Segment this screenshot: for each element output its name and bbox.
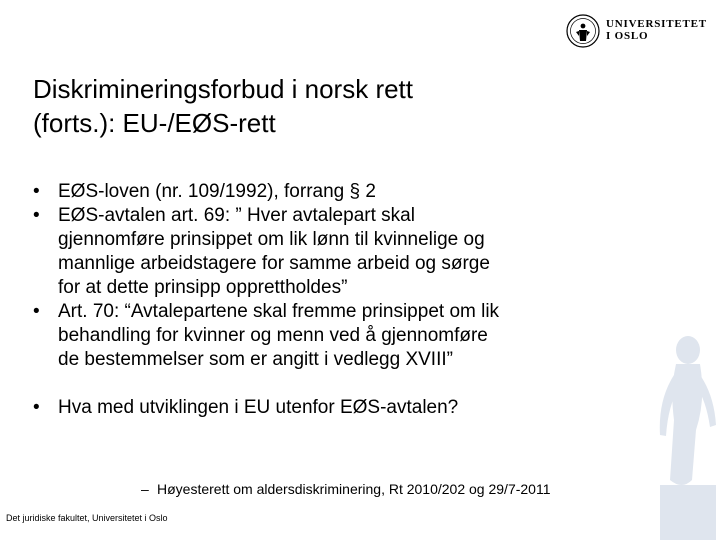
logo-text (606, 18, 707, 42)
bullet-text-line: Art. 70: “Avtalepartene skal fremme prinsippet om lik (58, 301, 500, 322)
university-logo (566, 14, 716, 50)
logo-line-1: UNIVERSITETET (606, 18, 707, 30)
bullet-text-line: gjennomføre prinsippet om lik lønn til kvinnelige og (58, 229, 485, 250)
footer-text: Det juridiske fakultet, Universitetet i Oslo (6, 513, 168, 523)
sub-bullet-text: Høyesterett om aldersdiskriminering, Rt 2010/202 og 29/7-2011 (157, 481, 551, 497)
title-line-1: Diskrimineringsforbud i norsk rett (33, 74, 414, 104)
logo-line-2: I OSLO (606, 30, 649, 42)
bullet-text-line: for at dette prinsipp opprettholdes” (58, 277, 348, 298)
sub-bullet-marker: – (141, 481, 149, 497)
bullet-text-line: Hva med utviklingen i EU utenfor EØS-avtalen? (58, 397, 459, 418)
slide-title (33, 72, 623, 140)
bullet-text-line: de bestemmelser som er angitt i vedlegg XVIII” (58, 349, 453, 370)
bullet-marker: • (33, 301, 40, 322)
bullet-text-line: EØS-loven (nr. 109/1992), forrang § 2 (58, 181, 376, 202)
sculpture-watermark-icon (630, 150, 720, 540)
bullet-marker: • (33, 205, 40, 226)
bullet-marker: • (33, 181, 40, 202)
title-line-2: (forts.): EU-/EØS-rett (33, 108, 276, 138)
bullet-item (33, 300, 633, 372)
bullet-item (33, 396, 633, 420)
university-seal-icon (566, 14, 600, 48)
bullet-item (33, 204, 633, 300)
bullet-text-line: behandling for kvinner og menn ved å gjennomføre (58, 325, 488, 346)
bullet-item (33, 180, 633, 204)
bullet-marker: • (33, 397, 40, 418)
bullet-list (33, 180, 633, 420)
bullet-text-line: mannlige arbeidstagere for samme arbeid og sørge (58, 253, 490, 274)
bullet-text-line: EØS-avtalen art. 69: ” Hver avtalepart skal (58, 205, 415, 226)
sub-bullet (141, 480, 551, 498)
